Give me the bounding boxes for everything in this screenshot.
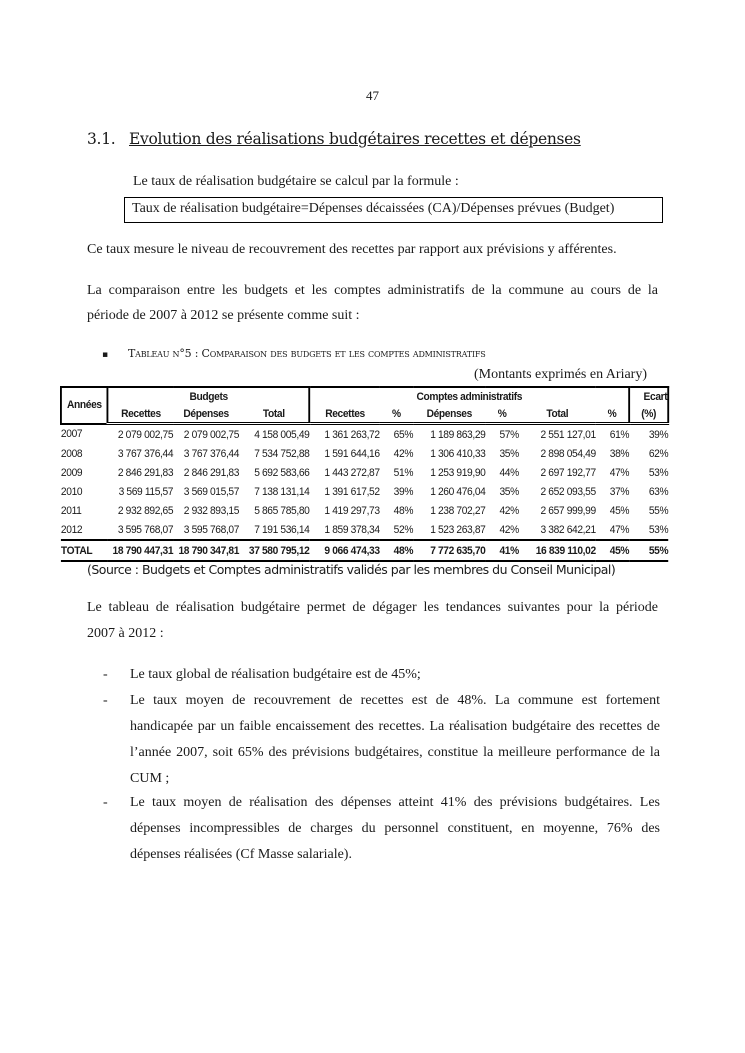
cell-total-ca-pct-total: 45% xyxy=(596,540,629,561)
dash-bullet-icon: - xyxy=(103,795,108,810)
cell-budget-total: 7 138 131,14 xyxy=(254,485,310,498)
header-budgets: Budgets xyxy=(108,387,310,405)
cell-budget-recettes: 3 767 376,44 xyxy=(117,447,174,460)
cell-year: 2012 xyxy=(60,523,83,536)
cell-ecart: 63% xyxy=(648,485,669,498)
cell-ca-recettes: 1 591 644,16 xyxy=(324,447,380,460)
table-caption-text: Tableau n°5 : Comparaison des budgets et les comptes administratifs xyxy=(128,347,486,360)
cell-ca-pct-total: 38% xyxy=(609,447,630,460)
header-comptes: Comptes administratifs xyxy=(309,387,629,405)
header-ca-pct-recettes: % xyxy=(380,405,413,424)
cell-ecart: 62% xyxy=(648,447,669,460)
header-budget-total: Total xyxy=(239,405,309,424)
table-source: (Source : Budgets et Comptes administratifs validés par les membres du Conseil Municipal) xyxy=(87,562,616,577)
cell-ca-total: 3 382 642,21 xyxy=(540,523,596,536)
cell-ca-pct-recettes: 48% xyxy=(393,504,414,517)
formula-box: Taux de réalisation budgétaire=Dépenses décaissées (CA)/Dépenses prévues (Budget) xyxy=(124,197,663,223)
cell-budget-total: 4 158 005,49 xyxy=(254,428,310,441)
cell-ca-pct-recettes: 42% xyxy=(393,447,414,460)
cell-budget-recettes: 2 932 892,65 xyxy=(117,504,174,517)
cell-budget-depenses: 3 595 768,07 xyxy=(183,523,240,536)
cell-year: 2009 xyxy=(60,466,83,479)
cell-ca-pct-depenses: 35% xyxy=(499,447,519,460)
section-title: Evolution des réalisations budgétaires recettes et dépenses xyxy=(129,130,581,148)
analysis-intro-line1: Le tableau de réalisation budgétaire permet de dégager les tendances suivantes pour la période xyxy=(87,600,658,615)
formula-intro: Le taux de réalisation budgétaire se calcul par la formule : xyxy=(133,174,459,189)
cell-ca-pct-total: 47% xyxy=(609,466,630,479)
list-item-text: Le taux moyen de recouvrement de recettes est de 48%. La commune est fortement handicapée par un faible encaissement des recettes. La réalisation budgétaire des recettes de l’année 2007, soit 65% des prévisions budgétaires, constitue la meilleure performance de la CUM ; xyxy=(130,693,660,786)
cell-ca-pct-total: 45% xyxy=(609,504,630,517)
cell-ca-pct-depenses: 57% xyxy=(499,428,519,441)
header-ca-pct-depenses: % xyxy=(485,405,518,424)
header-ecart-unit: (%) xyxy=(629,405,668,424)
budget-comparison-table xyxy=(60,386,669,562)
dash-bullet-icon: - xyxy=(103,667,108,682)
cell-ca-pct-total: 37% xyxy=(609,485,630,498)
cell-ca-depenses: 1 189 863,29 xyxy=(430,428,486,441)
cell-budget-total: 5 692 583,66 xyxy=(254,466,310,479)
cell-year: 2011 xyxy=(60,504,82,517)
cell-ecart: 53% xyxy=(648,466,669,479)
cell-ca-total: 2 697 192,77 xyxy=(540,466,596,479)
cell-ca-pct-recettes: 39% xyxy=(393,485,414,498)
cell-ca-depenses: 1 238 702,27 xyxy=(430,504,486,517)
cell-ca-pct-depenses: 35% xyxy=(499,485,519,498)
cell-ca-total: 2 898 054,49 xyxy=(540,447,596,460)
table-row xyxy=(61,444,668,463)
cell-budget-total: 7 534 752,88 xyxy=(254,447,310,460)
paragraph-rate-definition: Ce taux mesure le niveau de recouvrement des recettes par rapport aux prévisions y afférentes. xyxy=(87,242,617,257)
cell-budget-recettes: 3 595 768,07 xyxy=(117,523,174,536)
cell-ca-total: 2 652 093,55 xyxy=(540,485,596,498)
cell-ca-pct-depenses: 42% xyxy=(499,523,519,536)
cell-budget-depenses: 2 846 291,83 xyxy=(183,466,240,479)
table-row xyxy=(61,520,668,540)
cell-ca-depenses: 1 253 919,90 xyxy=(430,466,486,479)
header-ecart: Ecart xyxy=(629,387,668,405)
list-item-text: Le taux moyen de réalisation des dépenses atteint 41% des prévisions budgétaires. Les dépenses incompressibles de charges du personnel constituent, en moyenne, 76% des dépenses réalisées (Cf Masse salariale). xyxy=(130,795,660,862)
cell-ca-pct-depenses: 42% xyxy=(499,504,519,517)
header-budget-recettes: Recettes xyxy=(108,405,173,424)
table-row xyxy=(61,424,668,445)
cell-ca-pct-total: 61% xyxy=(609,428,630,441)
page-number: 47 xyxy=(366,88,379,103)
cell-ecart: 53% xyxy=(648,523,669,536)
cell-ca-total: 2 551 127,01 xyxy=(540,428,596,441)
header-budget-depenses: Dépenses xyxy=(173,405,239,424)
cell-budget-total: 5 865 785,80 xyxy=(254,504,310,517)
header-ca-depenses: Dépenses xyxy=(413,405,485,424)
table-header-row-1 xyxy=(61,387,668,405)
cell-ca-recettes: 1 391 617,52 xyxy=(324,485,380,498)
header-ca-pct-total: % xyxy=(596,405,629,424)
header-ca-recettes: Recettes xyxy=(309,405,379,424)
cell-year: 2007 xyxy=(60,428,83,441)
cell-total-ecart: 55% xyxy=(629,540,668,561)
cell-budget-depenses: 3 569 015,57 xyxy=(183,485,240,498)
table-total-row xyxy=(61,540,668,561)
cell-ca-recettes: 1 419 297,73 xyxy=(324,504,380,517)
unit-note: (Montants exprimés en Ariary) xyxy=(474,367,648,382)
cell-budget-recettes: 2 846 291,83 xyxy=(117,466,174,479)
cell-budget-depenses: 2 932 893,15 xyxy=(183,504,240,517)
paragraph-comparison-line2: période de 2007 à 2012 se présente comme suit : xyxy=(87,308,360,323)
cell-total-ca-recettes: 9 066 474,33 xyxy=(309,540,379,561)
table-header-row-2 xyxy=(61,405,668,424)
cell-total-ca-depenses: 7 772 635,70 xyxy=(413,540,485,561)
dash-bullet-icon: - xyxy=(103,693,108,708)
cell-total-budget-total: 37 580 795,12 xyxy=(239,540,309,561)
list-item-text: Le taux global de réalisation budgétaire est de 45%; xyxy=(130,667,421,682)
cell-ca-recettes: 1 859 378,34 xyxy=(324,523,380,536)
cell-total-budget-recettes: 18 790 447,31 xyxy=(108,540,173,561)
table-row xyxy=(61,463,668,482)
cell-ca-total: 2 657 999,99 xyxy=(540,504,596,517)
cell-ca-pct-recettes: 65% xyxy=(393,428,414,441)
cell-budget-depenses: 2 079 002,75 xyxy=(183,428,240,441)
table-row xyxy=(61,482,668,501)
cell-ca-depenses: 1 260 476,04 xyxy=(430,485,486,498)
section-number: 3.1. xyxy=(87,130,116,148)
paragraph-comparison-line1: La comparaison entre les budgets et les comptes administratifs de la commune au cours de la xyxy=(87,283,658,298)
cell-ca-pct-recettes: 52% xyxy=(393,523,414,536)
table-row xyxy=(61,501,668,520)
cell-ca-recettes: 1 361 263,72 xyxy=(324,428,380,441)
analysis-intro-line2: 2007 à 2012 : xyxy=(87,626,164,641)
cell-total-ca-total: 16 839 110,02 xyxy=(519,540,596,561)
cell-year: 2010 xyxy=(60,485,83,498)
cell-total-budget-depenses: 18 790 347,81 xyxy=(173,540,239,561)
square-bullet-icon: ▪ xyxy=(102,350,108,360)
cell-ca-pct-depenses: 44% xyxy=(499,466,519,479)
header-years: Années xyxy=(61,387,108,424)
cell-ecart: 39% xyxy=(648,428,669,441)
cell-total-ca-pct-depenses: 41% xyxy=(485,540,518,561)
cell-budget-depenses: 3 767 376,44 xyxy=(183,447,240,460)
cell-ca-depenses: 1 523 263,87 xyxy=(430,523,486,536)
section-heading xyxy=(87,130,581,148)
cell-ca-depenses: 1 306 410,33 xyxy=(430,447,486,460)
header-ca-total: Total xyxy=(519,405,596,424)
cell-total-ca-pct-recettes: 48% xyxy=(380,540,413,561)
cell-total-label: TOTAL xyxy=(61,540,108,561)
cell-ca-recettes: 1 443 272,87 xyxy=(324,466,380,479)
table-caption xyxy=(102,347,485,360)
cell-year: 2008 xyxy=(60,447,83,460)
cell-ca-pct-recettes: 51% xyxy=(393,466,414,479)
cell-ecart: 55% xyxy=(648,504,669,517)
cell-budget-recettes: 2 079 002,75 xyxy=(117,428,174,441)
cell-ca-pct-total: 47% xyxy=(609,523,630,536)
cell-budget-recettes: 3 569 115,57 xyxy=(118,485,174,498)
cell-budget-total: 7 191 536,14 xyxy=(254,523,310,536)
